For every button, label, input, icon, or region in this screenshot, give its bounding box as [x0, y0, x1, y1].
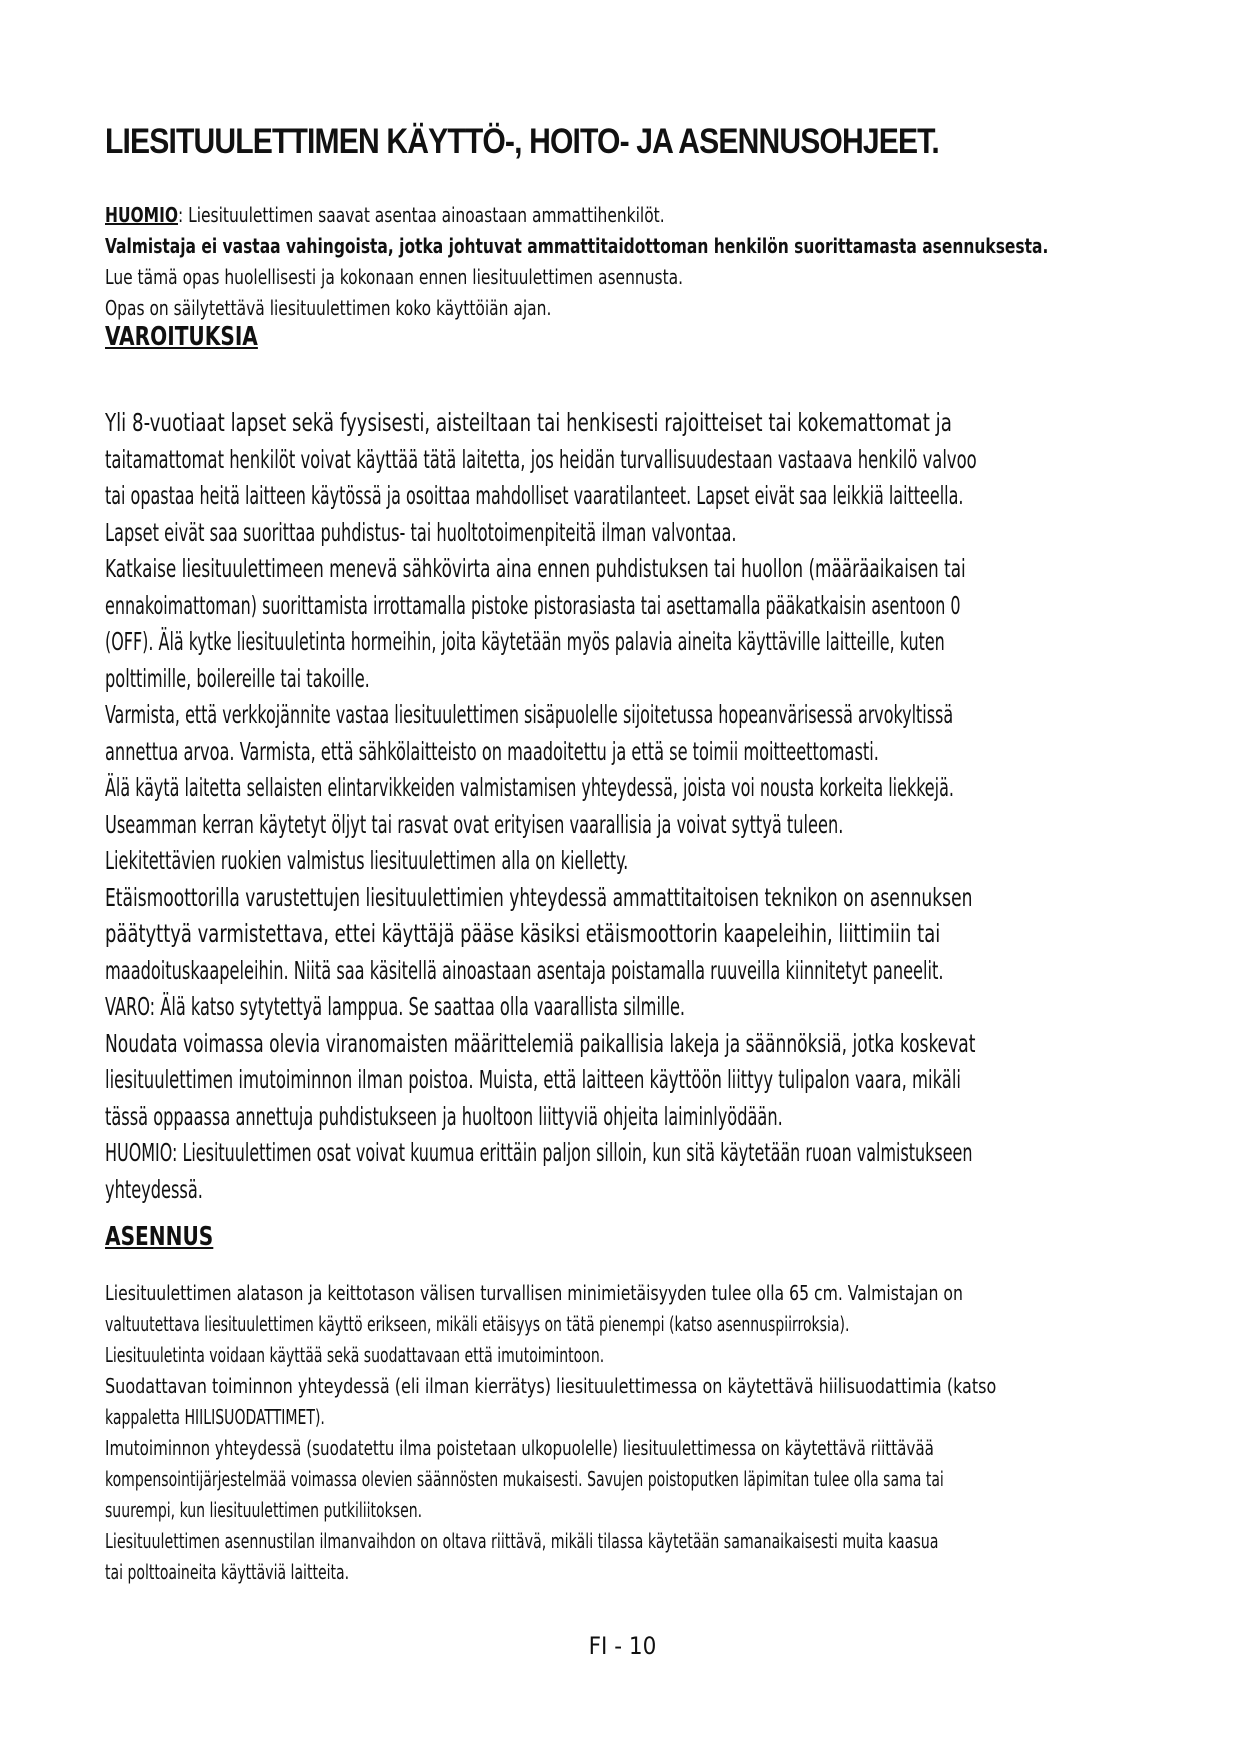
- keep-guide-line: Opas on säilytettävä liesituulettimen koko käyttöiän ajan.: [105, 296, 552, 320]
- warning-line: tai opastaa heitä laitteen käytössä ja osoittaa mahdolliset vaaratilanteet. Lapset eivät saa leikkiä laitteella.: [105, 481, 964, 510]
- installation-line: valtuutettava liesituulettimen käyttö erikseen, mikäli etäisyys on tätä pienempi (katso asennuspiirroksia).: [105, 1312, 850, 1336]
- warning-line: Varmista, että verkkojännite vastaa liesituulettimen sisäpuolelle sijoitetussa hopeanvärisessä arvokyltissä: [105, 700, 954, 729]
- warning-line: Yli 8-vuotiaat lapset sekä fyysisesti, aisteiltaan tai henkisesti rajoitteiset tai kokemattomat ja: [105, 408, 952, 437]
- huomio-label: HUOMIO: [105, 203, 178, 227]
- installation-line: Liesituuletinta voidaan käyttää sekä suodattavaan että imutoimintoon.: [105, 1343, 605, 1367]
- warning-line: Useamman kerran käytetyt öljyt tai rasvat ovat erityisen vaarallisia ja voivat syttyä tuleen.: [105, 809, 844, 839]
- warning-line: Lapset eivät saa suorittaa puhdistus- tai huoltotoimenpiteitä ilman valvontaa.: [105, 517, 737, 547]
- installation-line: tai polttoaineita käyttäviä laitteita.: [105, 1560, 350, 1584]
- installation-line: kappaletta HIILISUODATTIMET).: [105, 1405, 325, 1429]
- installation-line: Imutoiminnon yhteydessä (suodatettu ilma poistetaan ulkopuolelle) liesituulettimessa on käytettävä riittävää: [105, 1436, 934, 1460]
- page-title: LIESITUULETTIMEN KÄYTTÖ-, HOITO- JA ASENNUSOHJEET.: [105, 122, 939, 161]
- page-number: FI - 10: [588, 1632, 657, 1660]
- warning-line: VARO: Älä katso sytytettyä lamppua. Se saattaa olla vaarallista silmille.: [105, 992, 686, 1021]
- installation-line: suurempi, kun liesituulettimen putkiliitoksen.: [105, 1498, 423, 1522]
- warning-line: maadoituskaapeleihin. Niitä saa käsitellä ainoastaan asentaja poistamalla ruuveilla kiinnitetyt paneelit.: [105, 955, 944, 985]
- warning-line: taitamattomat henkilöt voivat käyttää tätä laitetta, jos heidän turvallisuudestaan vastaava henkilö valvoo: [105, 444, 977, 474]
- warnings-text: [105, 405, 1140, 1208]
- installation-line: Liesituulettimen alatason ja keittotason välisen turvallisen minimietäisyyden tulee olla 65 cm. Valmistajan on: [105, 1281, 963, 1305]
- warning-line: (OFF). Älä kytke liesituuletinta hormeihin, joita käytetään myös palavia aineita käyttäville laitteille, kuten: [105, 627, 945, 656]
- warning-line: HUOMIO: Liesituulettimen osat voivat kuumua erittäin paljon silloin, kun sitä käytetään ruoan valmistukseen: [105, 1138, 973, 1167]
- intro-notice-line: [105, 200, 995, 231]
- intro-block: [105, 200, 1140, 324]
- warning-line: Liekitettävien ruokien valmistus liesituulettimen alla on kielletty.: [105, 846, 629, 875]
- installation-line: Liesituulettimen asennustilan ilmanvaihdon on oltava riittävä, mikäli tilassa käytetään samanaikaisesti muita kaasua: [105, 1529, 939, 1553]
- warning-line: päätyttyä varmistettava, ettei käyttäjä pääse käsiksi etäismoottorin kaapeleihin, liittimiin tai: [105, 919, 941, 948]
- installation-line: Suodattavan toiminnon yhteydessä (eli ilman kierrätys) liesituulettimessa on käytettävä hiilisuodattimia (katso: [105, 1374, 997, 1398]
- warning-line: polttimille, boilereille tai takoille.: [105, 663, 370, 693]
- warning-line: Etäismoottorilla varustettujen liesituulettimien yhteydessä ammattitaitoisen teknikon on asennuksen: [105, 882, 973, 912]
- warning-line: Älä käytä laitetta sellaisten elintarvikkeiden valmistamisen yhteydessä, joista voi nousta korkeita liekkejä.: [105, 773, 954, 802]
- warning-line: liesituulettimen imutoiminnon ilman poistoa. Muista, että laitteen käyttöön liittyy tulipalon vaara, mikäli: [105, 1065, 961, 1094]
- huomio-text: : Liesituulettimen saavat asentaa ainoastaan ammattihenkilöt.: [177, 203, 665, 227]
- installation-line: kompensointijärjestelmää voimassa olevien säännösten mukaisesti. Savujen poistoputken läpimitan tulee olla sama tai: [105, 1467, 944, 1491]
- liability-line: Valmistaja ei vastaa vahingoista, jotka johtuvat ammattitaidottoman henkilön suorittamasta asennuksesta.: [105, 234, 1049, 258]
- warning-line: annettua arvoa. Varmista, että sähkölaitteisto on maadoitettu ja että se toimii moitteettomasti.: [105, 736, 879, 766]
- installation-heading: ASENNUS: [105, 1222, 214, 1252]
- warning-line: ennakoimattoman) suorittamista irrottamalla pistoke pistorasiasta tai asettamalla pääkatkaisin asentoon 0: [105, 590, 961, 620]
- installation-text: [105, 1278, 1140, 1588]
- warning-line: tässä oppaassa annettuja puhdistukseen ja huoltoon liittyviä ohjeita laiminlyödään.: [105, 1101, 783, 1131]
- warning-line: yhteydessä.: [105, 1174, 203, 1204]
- read-guide-line: Lue tämä opas huolellisesti ja kokonaan ennen liesituulettimen asennusta.: [105, 265, 684, 289]
- warning-line: Katkaise liesituulettimeen menevä sähkövirta aina ennen puhdistuksen tai huollon (määräaikaisen tai: [105, 554, 966, 583]
- warning-line: Noudata voimassa olevia viranomaisten määrittelemiä paikallisia lakeja ja säännöksiä, jotka koskevat: [105, 1028, 976, 1058]
- warnings-heading: VAROITUKSIA: [105, 322, 258, 352]
